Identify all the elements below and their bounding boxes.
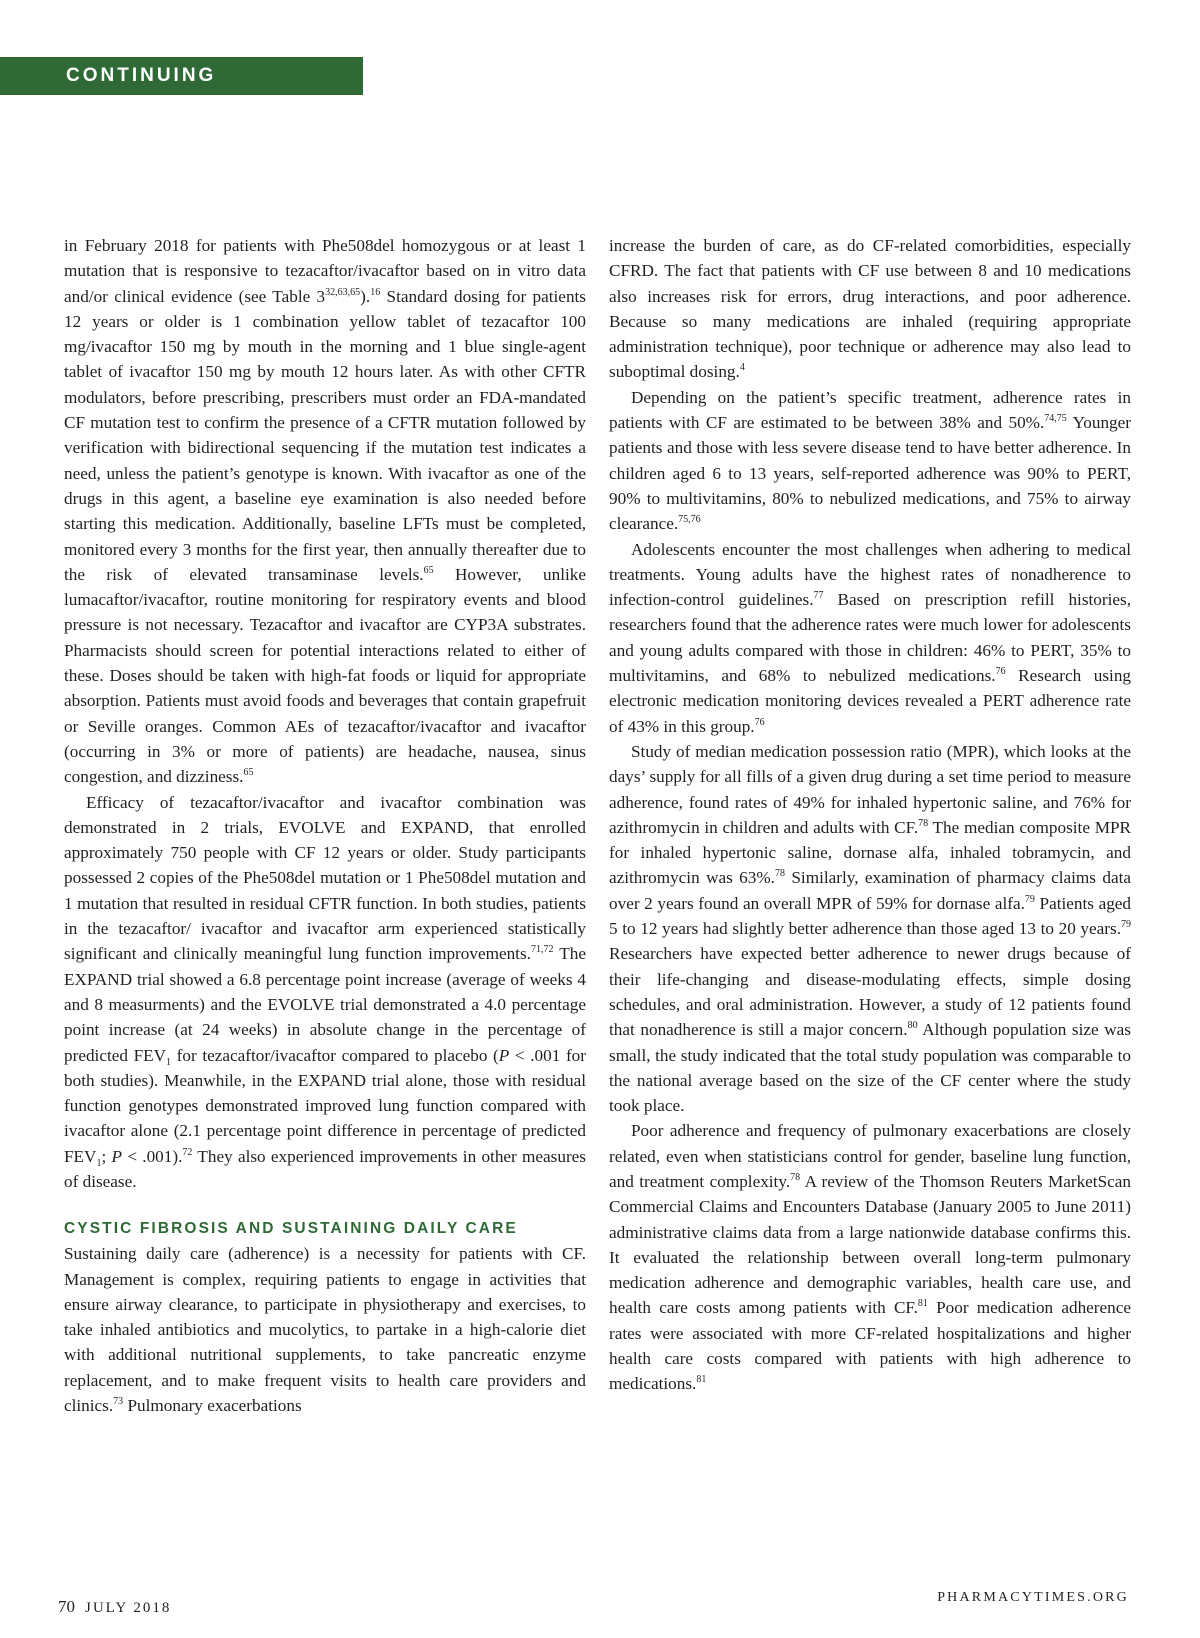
paragraph: Study of median medication possession ratio (MPR), which looks at the days’ supply for all fills of a given drug during a set time period to measure adherence, found rates of 49% for inhaled hypertonic saline, and 76% for azithromycin in children and adults with CF.$^{78}$ The median composite MPR for inhaled hypertonic saline, dornase alfa, inhaled tobramycin, and azithromycin was 63%.$^{78}$ Similarly, examination of pharmacy claims data over 2 years found an overall MPR of 59% for dornase alfa.$^{79}$ Patients aged 5 to 12 years had slightly better adherence than those aged 13 to 20 years.$^{79}$ Researchers have expected better adherence to newer drugs because of their life-changing and disease-modulating effects, simple dosing schedules, and oral administration. However, a study of 12 patients found that nonadherence is still a major concern.$^{80}$ Although population size was small, the study indicated that the total study population was comparable to the national average based on the size of the CF center where the study took place. xyxy=(609,741,1132,1116)
page-footer xyxy=(58,1597,171,1617)
section-banner xyxy=(0,57,363,124)
citation: 4 xyxy=(739,362,745,374)
paragraph: Sustaining daily care (adherence) is a necessity for patients with CF. Management is complex, requiring patients to engage in activities that ensure airway clearance, to participate in physiotherapy and exercises, to take inhaled antibiotics and mucolytics, to partake in a high-calorie diet with additional nutritional supplements, to take pancreatic enzyme replacement, and to make frequent visits to health care providers and clinics.$^{73}$ Pulmonary exacerbations xyxy=(64,1244,586,1416)
paragraph: increase the burden of care, as do CF-related comorbidities, especially CFRD. The fact that patients with CF use between 8 and 10 medications also increases risk for errors, drug interactions, and poor adherence. Because so many medications are inhaled (requiring appropriate administration technique), poor technique or adherence may also lead to suboptimal dosing.$^4$ xyxy=(609,236,1131,382)
citation: 76 xyxy=(754,716,765,728)
citation: 65 xyxy=(243,767,254,779)
citation: 81 xyxy=(917,1298,928,1310)
left-column xyxy=(64,233,586,1418)
citation: 78 xyxy=(918,817,929,829)
citation: 65 xyxy=(423,564,434,576)
citation: 80 xyxy=(907,1020,918,1032)
citation: 78 xyxy=(790,1171,801,1183)
citation: 78 xyxy=(774,868,785,880)
paragraph: Poor adherence and frequency of pulmonary exacerbations are closely related, even when statisticians control for gender, baseline lung function, and treatment complexity.$^{78}$ A review of the Thomson Reuters MarketScan Commercial Claims and Encounters Database (January 2005 to June 2011) administrative claims data from a large nationwide database confirms this. It evaluated the relationship between overall long-term pulmonary medication adherence and demographic variables, health care use, and health care costs among patients with CF.$^{81}$ Poor medication adherence rates were associated with more CF-related hospitalizations and higher health care costs compared with patients with high adherence to medications.$^{81}$ xyxy=(609,1121,1132,1394)
citation: 32,63,65 xyxy=(325,286,361,298)
citation: 79 xyxy=(1121,919,1131,931)
citation: 77 xyxy=(813,590,824,602)
paragraph: Adolescents encounter the most challenges when adhering to medical treatments. Young adults have the highest rates of nonadherence to infection-control guidelines.$^{77}$ Based on prescription refill histories, researchers found that the adherence rates were much lower for adolescents and young adults compared with those in children: 46% to PERT, 35% to multivitamins, and 68% to nebulized medications.$^{76}$ Research using electronic medication monitoring devices revealed a PERT adherence rate of 43% in this group.$^{76}$ xyxy=(609,539,1132,736)
citation: 72 xyxy=(182,1146,193,1158)
paragraph: in February 2018 for patients with Phe508del homozygous or at least 1 mutation that is responsive to tezacaftor/ivacaftor based on in vitro data and/or clinical evidence (see Table 3$^{32,63,65}$).$^{16}$ Standard dosing for patients 12 years or older is 1 combination yellow tablet of tezacaftor 100 mg/ivacaftor 150 mg by mouth in the morning and 1 blue single-agent tablet of ivacaftor 150 mg by mouth 12 hours later. As with other CFTR modulators, before prescribing, prescribers must order an FDA-mandated CF mutation test to confirm the presence of a CFTR mutation followed by verification with bidirectional sequencing if the mutation test indicates a need, unless the patient’s genotype is known. With ivacaftor as one of the drugs in this agent, a baseline eye examination is also needed before starting this medication. Additionally, baseline LFTs must be completed, monitored every 3 months for the first year, then annually thereafter due to the risk of elevated transaminase levels.$^{65}$ However, unlike lumacaftor/ivacaftor, routine monitoring for respiratory events and blood pressure is not necessary. Tezacaftor and ivacaftor are CYP3A substrates. Pharmacists should screen for potential interactions related to either of these. Doses should be taken with high-fat foods or liquid for appropriate absorption. Patients must avoid foods and beverages that contain grapefruit or Seville oranges. Common AEs of tezacaftor/ivacaftor and ivacaftor (occurring in 3% or more of patients) are headache, nausea, sinus congestion, and dizziness.$^{65}$ xyxy=(64,236,587,787)
citation: 74,75 xyxy=(1044,413,1067,425)
citation: 16 xyxy=(370,286,381,298)
paragraph: Depending on the patient’s specific treatment, adherence rates in patients with CF are estimated to be between 38% and 50%.$^{74,75}$ Younger patients and those with less severe disease tend to have better adherence. In children aged 6 to 13 years, self-reported adherence was 90% to PERT, 90% to multivitamins, 80% to nebulized medications, and 75% to airway clearance.$^{75,76}$ xyxy=(609,387,1132,534)
section-banner-label: CONTINUING EDUCATION xyxy=(66,65,217,124)
issue-date: JULY 2018 xyxy=(85,1600,172,1616)
subscript: 1 xyxy=(166,1056,172,1068)
citation: 79 xyxy=(1024,893,1035,905)
page-number: 70 xyxy=(58,1597,75,1616)
citation: 75,76 xyxy=(678,514,701,526)
section-heading: CYSTIC FIBROSIS AND SUSTAINING DAILY CARE xyxy=(64,1220,518,1238)
paragraph: Efficacy of tezacaftor/ivacaftor and ivacaftor combination was demonstrated in 2 trials, EVOLVE and EXPAND, that enrolled approximately 750 people with CF 12 years or older. Study participants possessed 2 copies of the Phe508del mutation or 1 Phe508del mutation and 1 mutation that resulted in residual CFTR function. In both studies, patients in the tezacaftor/ ivacaftor and ivacaftor arm experienced statistically significant and clinically meaningful lung function improvements.$^{71,72}$ The EXPAND trial showed a 6.8 percentage point increase (average of weeks 4 and 8 measurments) and the EVOLVE trial demonstrated a 4.0 percentage point increase (at 24 weeks) in absolute change in the percentage of predicted $FEV_1$ for tezacaftor/ivacaftor compared to placebo (P < .001 for both studies). Meanwhile, in the EXPAND trial alone, those with residual function genotypes demonstrated improved lung function compared with ivacaftor alone (2.1 percentage point difference in percentage of predicted $FEV_1$; P < .001).$^{72}$ They also experienced improvements in other measures of disease. xyxy=(64,792,586,1191)
subscript: 1 xyxy=(96,1157,102,1169)
citation: 76 xyxy=(995,666,1006,678)
citation: 71,72 xyxy=(530,944,554,956)
right-column xyxy=(609,233,1131,1397)
website-link[interactable]: PHARMACYTIMES.ORG xyxy=(937,1590,1129,1605)
citation: 73 xyxy=(113,1396,124,1408)
citation: 81 xyxy=(696,1374,707,1386)
